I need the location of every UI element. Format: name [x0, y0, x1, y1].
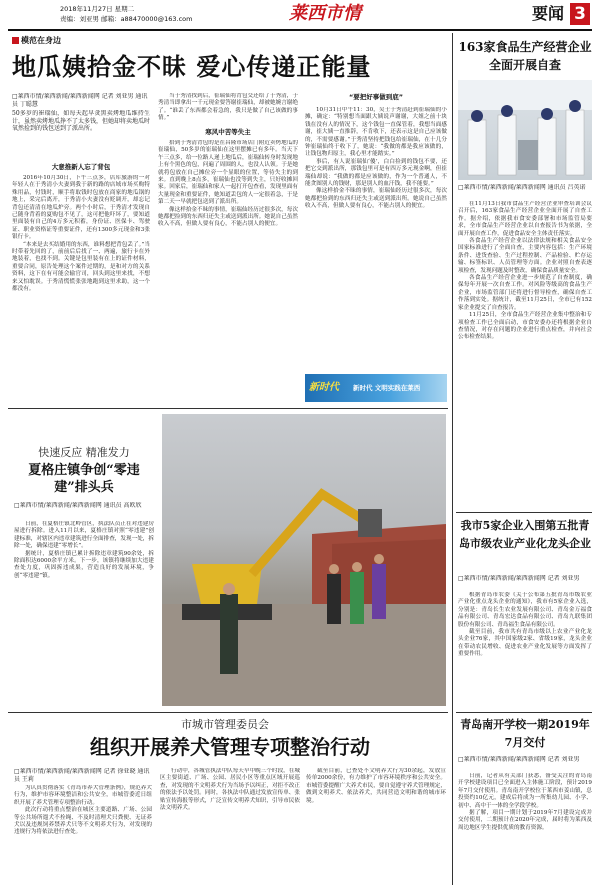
lead-col1-text	[12, 175, 150, 370]
lead-byline: □莱西市情/莱西新闻/莱西新闻网 记者 刘亚男 通讯员 丁聪慧	[12, 93, 148, 108]
divider-right-1	[456, 512, 592, 513]
column-tag-marker	[12, 37, 19, 44]
lead-col2-body	[158, 140, 298, 368]
lead-p4: 事后，有人说崔瑞仙‘傻’，白白捡到的钱包不要，还把它交到派出所，那钱包里可是有四万多元现金啊，但崔瑞仙却说：“我做的都是应该做的，作为一个普通人，不能贪图别人的钱财，那是别人的血汗钱，我不能要。”	[305, 158, 447, 188]
right-top-headline: 163家食品生产经营企业全面开展自查	[458, 40, 592, 72]
section-name: 要闻	[531, 4, 564, 23]
mid-kicker: 快速反应 精准发力	[38, 446, 130, 459]
mid-body	[14, 521, 154, 706]
civilization-banner	[305, 374, 447, 402]
banner-tag: 新时代	[309, 382, 339, 393]
bottom-p2: 此次行动将重点整治在城区主要道路、广场、公园等公共场所遛犬不拴绳、不及时清理犬只粪便、无证养犬以及违规饲养禁养犬只等不文明养犬行为，对发现的违规行为将依法进行查处。	[14, 807, 152, 836]
bottom-p1: 为认真贯彻落实《青岛市养犬管理条例》，规范养犬行为，维护市容环境整洁和公共安全，市城管委近日组织开展了养犬管理专项整治行动。	[14, 785, 152, 806]
lead-p1: 2016年10月30日，下午三点多，店库旅游的一对年轻人在于秀清小夫妻到我于新的路的店域市场买购特殊用品，付钱时，顺手将取钱时包放在商家的地瓜锅的地上，采完后离开，于秀清小夫妻没有贬调开，却忘记背包还清清在地瓜炉旁。两个小时后，于秀清才发现自己随身背着的夏购包不见了，这可把他吓坏了，要知道里面装有自己的4万多元积蓄，身份证、医保卡、驾驶证、职业资格证等重要证件，还有1300多元现金和3张银行卡。	[12, 175, 150, 241]
lead-p6: 拾到于秀清背包的是在昌隆市场店门附近卖烤地瓜的崔瑞仙，50多岁的崔瑞仙在这里摆摊已有多年。当天下午三点多，给一位路人递上地瓜后，崔瑞仙转身时发现地上有个黑色的包，问遍了周围的人，也没人认领。于是她就将包放在自己摊位旁一个显眼的位置，等待失主的到来。直到晚上8点多，崔瑞仙也没等到失主，只好收摊回家。回家后，崔瑞仙和家人一起打开包查看，发现里面有大量现金和重要证件，她知道丢包的人一定很着急，于是第二天一早就把包送到了派出所。	[158, 140, 298, 206]
page-number: 3	[570, 3, 590, 25]
mid-headline: 夏格庄镇争创“零违建”排头兵	[28, 463, 140, 495]
mid-p2: 据统计，夏格庄镇已累计拆除违章建筑90余处，拆除面积达6000余平方米。下一步，该镇将继续加大违建查处力度，巩固拆违成果，营造良好的发展环境，争创“零违建”镇。	[14, 550, 154, 579]
right-top-byline: □莱西市情/莱西新闻/莱西新闻网 通讯员 吕英诺	[458, 184, 586, 191]
lead-intro: 50多岁的崔瑞仙，如每天起早贪黑卖烤地瓜维持生计，虽然卖烤地瓜挣不了太多钱，但她却将卖地瓜时氧然捡到的钱包送到了派出所。	[12, 110, 150, 133]
bottom-p3: 行动中，各城管执法中队每天早中晚三个时段，在城区主要街道、广场、公园、居民小区等重点区域开展巡查，对发现的不文明养犬行为当场予以纠正，对拒不改正的依法予以处罚。同时，各执法中队通过发放宣传单、张贴宣传海报等形式，广泛宣传文明养犬知识，引导市民依法文明养犬。	[160, 768, 300, 812]
column-tag: 模范在身边	[12, 35, 132, 46]
divider-vertical	[452, 33, 453, 885]
right-top-p4: 11月25日，全市食品生产经营企业集中整治和专项检查工作已全面启动，市食安委办还将根据企业自查情况，对存在问题的企业进行重点检查，并向社会公布检查结果。	[458, 312, 592, 341]
subhead-1: 大意推新人忘了背包	[51, 163, 111, 171]
bottom-col1	[14, 785, 152, 885]
subhead-2: “要把好事做到底”	[348, 93, 404, 101]
bottom-p4: 截至目前，已查处不文明养犬行为30余起，发放宣传单2000余份，有力维护了市容环境秩序和公共安全。市城管委提醒广大养犬市民，要自觉遵守养犬管理规定，做到文明养犬、依法养犬，共同营造文明和谐的城市环境。	[306, 768, 446, 804]
divider-mid-bottom	[8, 712, 448, 713]
masthead-title: 莱西市情	[289, 3, 361, 24]
banner-text: 新时代 文明实践在莱西	[353, 384, 421, 392]
right-top-p2: 各食品生产经营企业以法律法规和相关食品安全国家标准进行了全面自查，主要内容包括：生产环境条件、进货查验、生产过程控制、产品检验、贮存运输、标签标识、人员管理等方面。企业对照自查表逐项检查，发现问题及时整改，确保食品质量安全。	[458, 238, 592, 274]
demolition-photo	[162, 414, 446, 706]
lead-headline: 地瓜姨拾金不昧 爱心传递正能量	[12, 52, 372, 81]
lead-col3-body	[305, 107, 447, 369]
header-rule	[8, 29, 592, 31]
subhead-3: 寒风中苦等失主	[205, 128, 251, 136]
right-bottom-byline: □莱西市情/莱西新闻/莱西新闻网 记者 刘亚男	[458, 756, 580, 763]
bottom-kicker: 市城市管理委员会	[181, 718, 269, 731]
right-mid-p2: 截至目前，我市共有青岛市级以上农业产业化龙头企业76家，其中国家级2家、省级19家，龙头企业在带动农民增收、促进农业产业化发展等方面发挥了重要作用。	[458, 629, 592, 658]
header-editors: 责编：刘亚男 邮箱：a88470000@163.com	[60, 15, 193, 23]
header-date: 2018年11月27日 星期二	[60, 5, 135, 13]
lead-p5: 像这样拾金不昧的事情，崔瑞仙经历过很多次，每次她都把捡到的东西归还失主或送到派出所。她说自己虽然收入不高，但做人要有良心，不能占别人的便宜。	[305, 188, 447, 210]
lead-p3: 10月31日中午11：30，吴士于秀清赶到崔瑞仙的小摊，确定：“特别想当面跟大姨说声谢谢，大姐之前十块钱在没有人的情况下，这个钱包一直保管着，我想当面感谢，崔大姨一直推辞，不肯收下，还表示这是自己应该做的，不需要感谢。”于秀清坚持把钱包给崔瑞仙，在十几分钟崔瑞仙终于收下了，她说：“我做的都是我应该做的，让钱包物归原主，我心里才能踏实。”	[305, 107, 447, 158]
right-top-p3: 各食品生产经营企业进一步规范了自查制度，确保每年开展一次自查工作。对风险等级高的食品生产企业，市场监管部门还将进行督导检查，确保自查工作落到实处。据统计，截至11月25日，全市已有152家企业提交了自查报告。	[458, 275, 592, 311]
right-bottom-p2: 据了解，项目一期计划于2019年7月建设完成并交付使用，二期预计在2020年完成，届时将为莱西及周边地区学生提供优质的教育资源。	[458, 810, 592, 831]
right-top-p1: 在11月13日我市食品生产经营企业审查培训会议召开后，163家食品生产经营企业全面开展了自查工作。据介绍，依据我市食安委部署和市场监管局要求，全市食品生产经营企业以自查报告书为依据，全面开展自查工作，促进食品安全主体责任落实。	[458, 201, 592, 237]
right-mid-headline: 我市5家企业入围第五批青岛市级农业产业化龙头企业	[459, 519, 591, 550]
lead-p2: “本来是去买结婚用的东西，谁料想把背包丢了。”当时带着先回的了，前前后后找了一、两遍，旅行卡在外地装着，也找不到。关键是包里装有在上的证件材料，重要合同，原告处理这个案件过期的，是和对方的关系资料，这下在有可能会输官司，回头到这里来找，不想来又怕耽误。于秀清慌慌张张地跑到这里求助，这一个都没有。	[12, 241, 150, 293]
right-bottom-p1: 日前，记者从有关部门获悉，备受关注的青岛南开学校建设项目已全面进入主体施工阶段，预计2019年7月交付使用。青岛南开学校位于莱西市姜山镇，总投资约10亿元，建成后将成为一所集幼儿园、小学、初中、高中于一体的全学段学校。	[458, 773, 592, 809]
right-top-body	[458, 201, 592, 507]
mid-p1: 日前，在夏格庄镇北岭管区，执法队员正在对违建房屋进行拆除。进入11月以来，夏格庄镇对照“零违建”创建标准，对辖区内违章建筑进行全面排查，发现一处，拆除一处，确保违建“零增长”。	[14, 521, 154, 550]
lab-photo	[458, 80, 592, 180]
lab-scene-svg	[458, 80, 592, 180]
photo-scene-svg	[162, 414, 446, 706]
divider-right-2	[456, 712, 592, 713]
right-mid-body	[458, 592, 592, 708]
lead-col2-text	[158, 93, 298, 123]
right-mid-byline: □莱西市情/莱西新闻/莱西新闻网 记者 刘亚男	[458, 575, 580, 582]
right-bottom-headline: 青岛南开学校一期2019年7月交付	[460, 718, 590, 749]
right-mid-p1: 根据青岛市农委《关于公布第五批青岛市级农业产业化重点龙头企业的通知》，我市有5家企业入选，分别是：青岛长生农业发展有限公司、青岛金万福食品有限公司、青岛宏达食品有限公司、青岛九联集团股份有限公司、青岛福生食品有限公司。	[458, 592, 592, 628]
bottom-headline: 组织开展养犬管理专项整治行动	[90, 735, 370, 759]
mid-byline: □莱西市情/莱西新闻/莱西新闻网 通讯员 高欧欣	[14, 502, 142, 509]
right-bottom-body	[458, 773, 592, 885]
lead-p7: 像这样拾金不昧的事情，崔瑞仙经历过很多次，每次她都把捡到的东西归还失主或送到派出所。她说自己虽然收入不高，但做人要有良心，不能占别人的便宜。	[158, 206, 298, 228]
bottom-byline: □莱西市情/莱西新闻/莱西新闻网 记者 徐亚晓 通讯员 王莉	[14, 768, 150, 783]
divider-left-mid	[8, 408, 448, 409]
bottom-col2	[160, 768, 300, 885]
lead-p2-cont: 当于秀清找到后，崔瑞仙将背包交还给了于秀清，于秀清当即拿出一千元现金要答谢崔瑞仙，却被她婉言谢绝了。“谁丢了东西都会着急的，我只是做了自己该做的事情。”	[158, 93, 298, 122]
bottom-col3	[306, 768, 446, 885]
